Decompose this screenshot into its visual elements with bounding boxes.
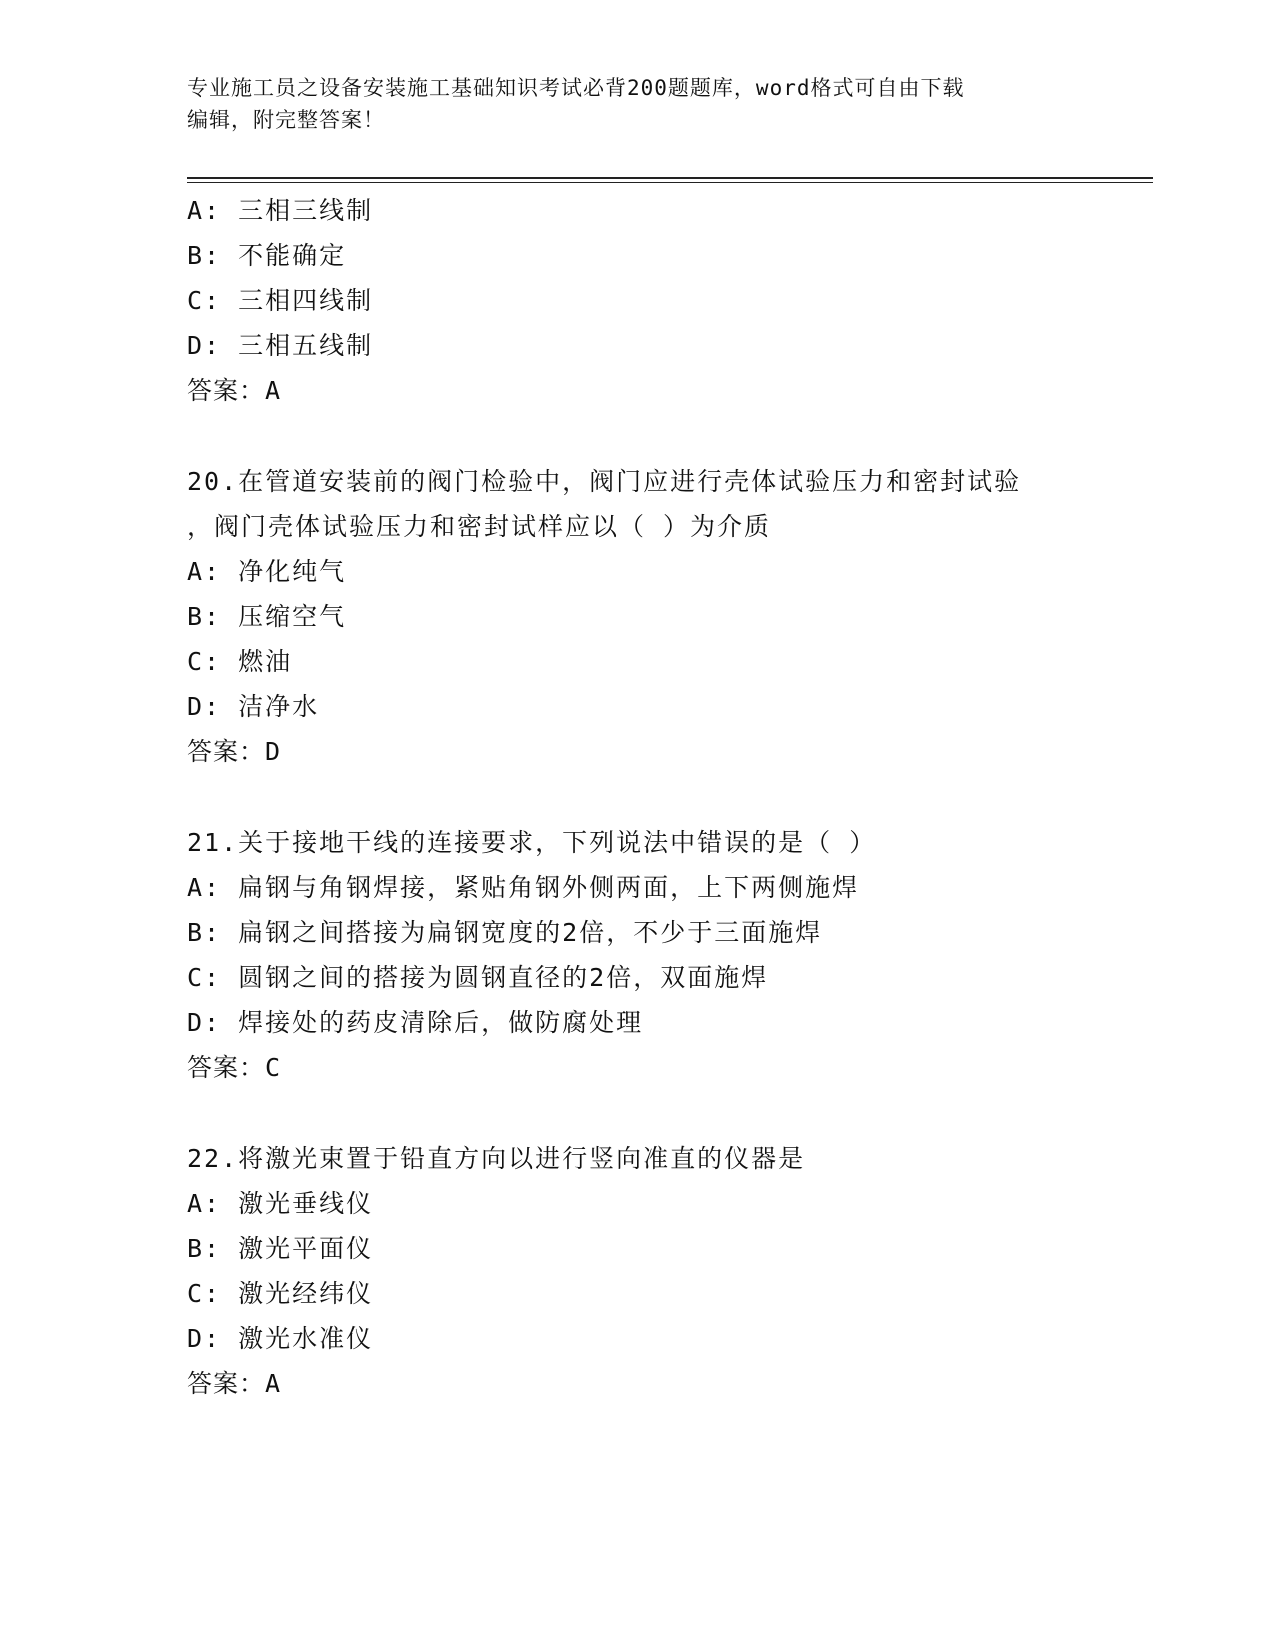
question-21-block xyxy=(187,820,1147,1090)
answer-line: 答案：A xyxy=(187,1369,282,1398)
header-divider-thick xyxy=(187,177,1153,179)
header-title-line-2: 编辑，附完整答案！ xyxy=(187,108,385,132)
document-body xyxy=(187,188,1147,1406)
option-c: C: 激光经纬仪 xyxy=(187,1279,374,1308)
question-stem-line: ，阀门壳体试验压力和密封试样应以（ ）为介质 xyxy=(187,512,772,541)
question-stem-line: 21.关于接地干线的连接要求，下列说法中错误的是（ ） xyxy=(187,828,877,857)
option-d: D: 激光水准仪 xyxy=(187,1324,374,1353)
option-b: B: 激光平面仪 xyxy=(187,1234,374,1263)
option-b: B: 压缩空气 xyxy=(187,602,347,631)
answer-line: 答案：A xyxy=(187,376,282,405)
previous-question-block xyxy=(187,188,1147,413)
option-d: D: 三相五线制 xyxy=(187,331,374,360)
document-header xyxy=(187,72,1067,136)
question-20-block xyxy=(187,459,1147,774)
option-a: A: 激光垂线仪 xyxy=(187,1189,374,1218)
header-divider-thin xyxy=(187,182,1153,183)
option-c: C: 三相四线制 xyxy=(187,286,374,315)
answer-line: 答案：D xyxy=(187,737,282,766)
question-22-block xyxy=(187,1136,1147,1406)
option-d: D: 洁净水 xyxy=(187,692,320,721)
option-a: A: 扁钢与角钢焊接，紧贴角钢外侧两面，上下两侧施焊 xyxy=(187,873,860,902)
option-d: D: 焊接处的药皮清除后，做防腐处理 xyxy=(187,1008,644,1037)
question-stem-line: 20.在管道安装前的阀门检验中，阀门应进行壳体试验压力和密封试验 xyxy=(187,467,1022,496)
option-b: B: 扁钢之间搭接为扁钢宽度的2倍，不少于三面施焊 xyxy=(187,918,823,947)
option-a: A: 三相三线制 xyxy=(187,196,374,225)
option-a: A: 净化纯气 xyxy=(187,557,347,586)
answer-line: 答案：C xyxy=(187,1053,282,1082)
option-b: B: 不能确定 xyxy=(187,241,347,270)
option-c: C: 燃油 xyxy=(187,647,293,676)
question-stem-line: 22.将激光束置于铅直方向以进行竖向准直的仪器是 xyxy=(187,1144,806,1173)
option-c: C: 圆钢之间的搭接为圆钢直径的2倍，双面施焊 xyxy=(187,963,769,992)
header-title-line-1: 专业施工员之设备安装施工基础知识考试必背200题题库，word格式可自由下载 xyxy=(187,76,965,100)
